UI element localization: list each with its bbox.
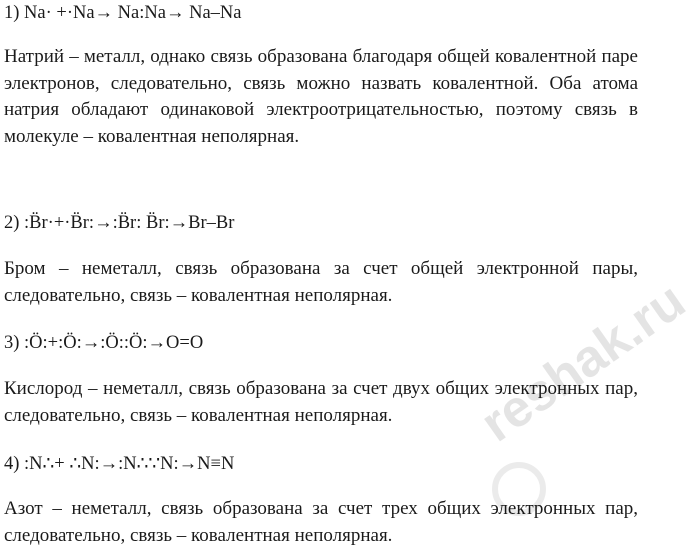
equation-1: 1) Na· +·Na→ Na:Na→ Na–Na bbox=[4, 3, 242, 23]
watermark: reshak.ru bbox=[470, 271, 696, 454]
equation-2: 2) :B̈r·+·B̈r:→:B̈r: B̈r:→Br–Br bbox=[4, 213, 235, 233]
paragraph-4: Азот – неметалл, связь образована за счет трех общих электронных пар, следовательно, связь – ковалентная неполярная. bbox=[4, 498, 638, 546]
equation-4: 4) :N∴+ ∴N:→:N∴∵N:→N≡N bbox=[4, 454, 235, 474]
paragraph-1: Натрий – металл, однако связь образована благодаря общей ковалентной паре электронов, следовательно, связь можно назвать ковалентной. Оба атома натрия обладают одинаковой электроотрицательностью, поэтому связь в молекуле – ковалентная неполярная. bbox=[4, 46, 638, 147]
equation-3: 3) :Ö:+:Ö:→:Ö::Ö:→O=O bbox=[4, 333, 204, 353]
paragraph-3: Кислород – неметалл, связь образована за счет двух общих электронных пар, следовательно, связь – ковалентная неполярная. bbox=[4, 378, 638, 426]
paragraph-2: Бром – неметалл, связь образована за счет общей электронной пары, следовательно, связь – ковалентная неполярная. bbox=[4, 258, 638, 306]
